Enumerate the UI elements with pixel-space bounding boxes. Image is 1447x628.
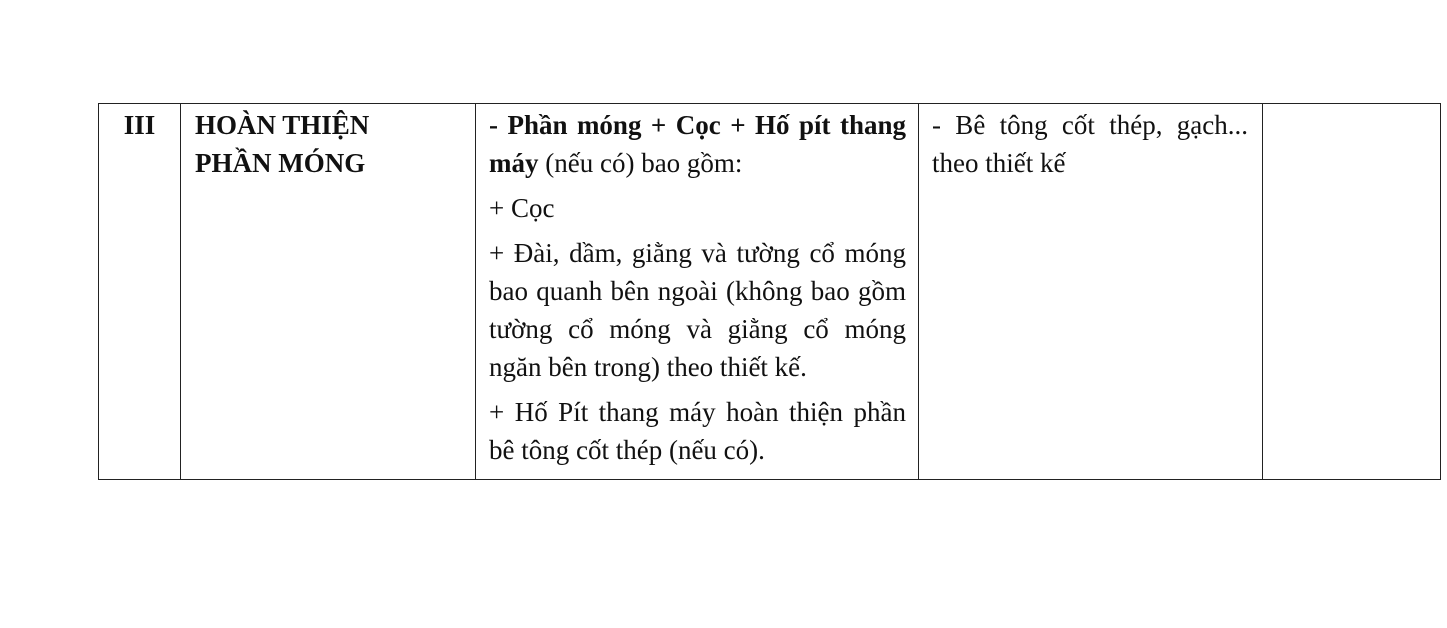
description-item-foundation-beams: + Đài, dầm, giằng và tường cổ móng bao quanh bên ngoài (không bao gồm tường cổ móng và giằng cổ móng ngăn bên trong) theo thiết kế.: [489, 238, 906, 382]
section-title-line-1: HOÀN THIỆN: [195, 110, 370, 140]
row-number: III: [99, 104, 181, 480]
description-intro-rest: (nếu có) bao gồm:: [538, 148, 743, 178]
description-intro-bold: - Phần móng + Cọc + Hố pít thang máy: [489, 110, 906, 178]
section-title: [181, 104, 476, 480]
section-title-line-2: PHẦN MÓNG: [195, 148, 366, 178]
materials-cell: - Bê tông cốt thép, gạch... theo thiết kế: [919, 104, 1263, 480]
description-item-piles: + Cọc: [489, 193, 555, 223]
description-item-elevator-pit: + Hố Pít thang máy hoàn thiện phần bê tông cốt thép (nếu có).: [489, 397, 906, 465]
work-description: [476, 104, 919, 480]
description-intro: [489, 106, 906, 182]
spec-table: [98, 103, 1441, 480]
table-row: [99, 104, 1441, 480]
notes-cell: [1263, 104, 1441, 480]
